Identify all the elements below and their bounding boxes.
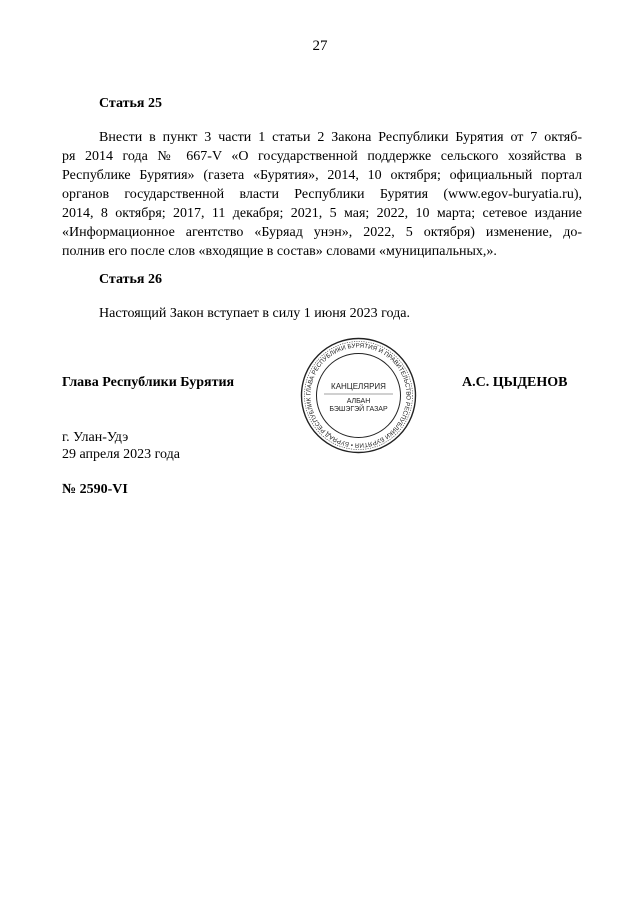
article-25-line: Внести в пункт 3 части 1 статьи 2 Закона Республики Бурятия от 7 октяб- (99, 130, 582, 145)
article-25-line: Республике Бурятия» (газета «Бурятия», 2014, 10 октября; официальный портал (62, 168, 582, 183)
seal-center-line-1: КАНЦЕЛЯРИЯ (331, 382, 386, 391)
article-25-heading: Статья 25 (99, 96, 162, 111)
article-25-line: полнив его после слов «входящие в состав» словами «муниципальных,». (62, 244, 497, 259)
signatory-title: Глава Республики Бурятия (62, 375, 235, 390)
seal-graphic (300, 337, 417, 454)
signatory-name: А.С. ЦЫДЕНОВ (462, 375, 568, 390)
article-25-line: органов государственной власти Республики Бурятия (www.egov-buryatia.ru), (62, 187, 582, 202)
article-26-heading: Статья 26 (99, 272, 162, 287)
page-number: 27 (312, 38, 328, 54)
place: г. Улан-Удэ (62, 430, 129, 445)
signing-date: 29 апреля 2023 года (62, 447, 180, 462)
law-number: № 2590-VI (62, 482, 128, 497)
article-25-line: 2014, 8 октября; 2017, 11 декабря; 2021, 5 мая; 2022, 10 марта; сетевое издание (62, 206, 582, 221)
article-25-line: «Информационное агентство «Буряад унэн», 2022, 5 октября) изменение, до- (62, 225, 582, 240)
article-25-body (62, 128, 582, 261)
official-seal (300, 337, 417, 454)
article-26-text: Настоящий Закон вступает в силу 1 июня 2023 года. (99, 306, 410, 321)
seal-center-line-2: АЛБАН (346, 398, 371, 405)
article-25-line: ря 2014 года № 667-V «О государственной поддержке сельского хозяйства в (62, 149, 582, 164)
seal-ring-text: ГЛАВА РЕСПУБЛИКИ БУРЯТИЯ И ПРАВИТЕЛЬСТВО РЕСПУБЛИКИ БУРЯТИЯ • БУРЯАД РЕСПУБЛИК (305, 342, 412, 449)
seal-center-line-3: БЭШЭГЭЙ ГАЗАР (329, 406, 388, 413)
